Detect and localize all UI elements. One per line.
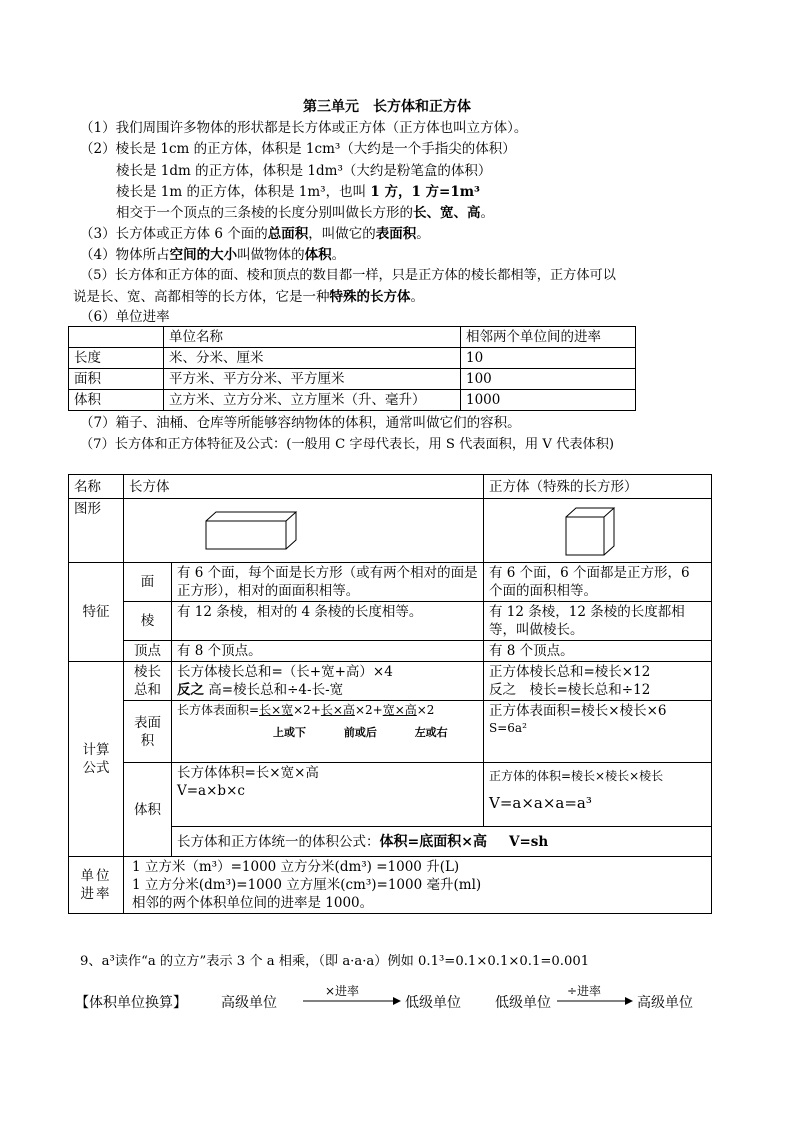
cuboid-figure-cell bbox=[124, 499, 484, 563]
edgesum-cuboid bbox=[172, 662, 484, 701]
surface-cuboid-op3: ×2 bbox=[416, 703, 435, 717]
arrow1-label: ×进率 bbox=[325, 984, 360, 998]
table-cell: 单位名称 bbox=[164, 327, 461, 348]
table-row bbox=[69, 662, 712, 701]
cube-figure-cell bbox=[484, 499, 712, 563]
table-row bbox=[69, 369, 636, 390]
surface-cube-line2: S=6a² bbox=[489, 721, 527, 735]
item-2c-bold: 1 方，1 方=1m³ bbox=[370, 184, 480, 200]
table-row bbox=[69, 563, 712, 602]
table-row bbox=[69, 475, 712, 499]
table-cell: 100 bbox=[461, 369, 636, 390]
row-formula-label: 计算公式 bbox=[69, 662, 124, 857]
rate-line-1: 1 立方米（m³）=1000 立方分米(dm³) =1000 升(L) bbox=[132, 859, 460, 875]
unit-rate-table bbox=[68, 326, 636, 411]
surface-cuboid-pre: 长方体表面积= bbox=[177, 703, 260, 717]
item-2d bbox=[116, 204, 494, 222]
edgesum-cuboid-conversely: 反之 bbox=[177, 682, 204, 698]
table-cell: 10 bbox=[461, 348, 636, 369]
volume-unified bbox=[172, 827, 712, 857]
conversion-high-unit-2: 高级单位 bbox=[637, 995, 693, 1011]
volume-unified-vsh: V=sh bbox=[508, 833, 549, 850]
header-name: 名称 bbox=[69, 475, 124, 499]
item-2d-end: 。 bbox=[480, 205, 494, 221]
right-arrow-icon-2 bbox=[557, 996, 633, 1006]
table-cell: 体积 bbox=[69, 390, 164, 411]
table-row bbox=[69, 348, 636, 369]
surface-cube-line1: 正方体表面积=棱长×棱长×6 bbox=[489, 703, 667, 719]
row-feature-label: 特征 bbox=[69, 563, 124, 662]
volume-cube bbox=[484, 763, 712, 827]
cuboid-figure-icon bbox=[202, 509, 302, 553]
rate-line-2: 1 立方分米(dm³)=1000 立方厘米(cm³)=1000 毫升(ml) bbox=[132, 877, 482, 893]
item-4-t2: 叫做物体的 bbox=[237, 247, 305, 263]
surface-label: 表面积 bbox=[124, 701, 172, 763]
volume-cuboid bbox=[172, 763, 484, 827]
vertex-label: 顶点 bbox=[124, 641, 172, 662]
surface-cuboid-formula bbox=[177, 702, 478, 718]
item-9: 9、a³读作“a 的立方”表示 3 个 a 相乘，（即 a·a·a）例如 0.1³=0.1×0.1×0.1=0.001 bbox=[80, 954, 590, 969]
item-4-b2: 体积 bbox=[304, 247, 332, 263]
table-cell bbox=[69, 327, 164, 348]
table-row bbox=[69, 390, 636, 411]
conversion-low-unit-2: 低级单位 bbox=[495, 995, 551, 1011]
header-cuboid: 长方体 bbox=[124, 475, 484, 499]
surface-term-wh: 宽×高 bbox=[382, 703, 417, 717]
table-row bbox=[69, 602, 712, 641]
volume-cuboid-line1: 长方体体积=长×宽×高 bbox=[177, 765, 319, 781]
item-5a: （5）长方体和正方体的面、棱和顶点的数目都一样，只是正方体的棱长都相等，正方体可以 bbox=[80, 268, 616, 283]
item-7a: （7）箱子、油桶、仓库等所能够容纳物体的体积，通常叫做它们的容积。 bbox=[80, 415, 521, 431]
table-cell: 相邻两个单位间的进率 bbox=[461, 327, 636, 348]
table-row bbox=[69, 641, 712, 662]
rate-line-3: 相邻的两个体积单位间的进率是 1000。 bbox=[132, 895, 374, 911]
volume-cube-line1: 正方体的体积=棱长×棱长×棱长 bbox=[489, 769, 664, 783]
volume-label: 体积 bbox=[124, 763, 172, 857]
conversion-low-unit-1: 低级单位 bbox=[405, 995, 461, 1011]
item-2b: 棱长是 1dm 的正方体，体积是 1dm³（大约是粉笔盒的体积） bbox=[116, 163, 492, 179]
page-title: 第三单元 长方体和正方体 bbox=[303, 99, 471, 115]
table-row bbox=[69, 701, 712, 763]
edgesum-cube-line1: 正方体棱长总和=棱长×12 bbox=[489, 664, 651, 680]
item-2d-bold: 长、宽、高 bbox=[413, 205, 481, 221]
item-5b-text: 说是长、宽、高都相等的长方体，它是一种 bbox=[73, 289, 330, 305]
face-cuboid: 有 6 个面，每个面是长方形（或有两个相对的面是正方形），相对的面面积相等。 bbox=[172, 563, 484, 602]
table-cell: 长度 bbox=[69, 348, 164, 369]
surface-cube bbox=[484, 701, 712, 763]
face-label: 面 bbox=[124, 563, 172, 602]
surface-cuboid-op1: ×2+ bbox=[293, 703, 321, 717]
surface-term-lh: 长×高 bbox=[320, 703, 355, 717]
vertex-cuboid: 有 8 个顶点。 bbox=[172, 641, 484, 662]
table-cell: 1000 bbox=[461, 390, 636, 411]
cube-figure-icon bbox=[562, 505, 622, 557]
item-4-b1: 空间的大小 bbox=[169, 247, 238, 263]
table-row bbox=[69, 499, 712, 563]
table-row bbox=[69, 763, 712, 827]
edge-label: 棱 bbox=[124, 602, 172, 641]
item-3-b2: 表面积 bbox=[375, 226, 417, 242]
surface-cuboid-op2: ×2+ bbox=[354, 703, 383, 717]
surface-cuboid bbox=[172, 701, 484, 763]
volume-cuboid-line2: V=a×b×c bbox=[177, 783, 245, 799]
table-cell: 面积 bbox=[69, 369, 164, 390]
table-row bbox=[69, 327, 636, 348]
conversion-row bbox=[75, 982, 715, 1022]
volume-unified-bold: 体积=底面积×高 bbox=[379, 833, 487, 850]
edge-cuboid: 有 12 条棱，相对的 4 条棱的长度相等。 bbox=[172, 602, 484, 641]
edgesum-cuboid-line2 bbox=[177, 681, 478, 699]
conversion-high-unit-1: 高级单位 bbox=[221, 995, 277, 1011]
edgesum-cuboid-line1: 长方体棱长总和=（长+宽+高）×4 bbox=[177, 664, 393, 680]
item-3-t1: （3）长方体或正方体 6 个面的 bbox=[80, 226, 268, 242]
arrow2-label: ÷进率 bbox=[567, 984, 602, 998]
surface-term-lw: 长×宽 bbox=[259, 703, 294, 717]
row-figure-label: 图形 bbox=[69, 499, 124, 563]
volume-cube-line2: V=a×a×a=a³ bbox=[489, 794, 592, 812]
volume-unified-text: 长方体和正方体统一的体积公式： bbox=[177, 833, 380, 850]
item-5b bbox=[73, 288, 424, 306]
item-5b-end: 。 bbox=[410, 289, 424, 305]
item-2c-text: 棱长是 1m 的正方体，体积是 1m³，也叫 bbox=[116, 184, 371, 200]
item-1: （1）我们周围许多物体的形状都是长方体或正方体（正方体也叫立方体）。 bbox=[80, 120, 528, 136]
edgesum-cuboid-formula: 高=棱长总和÷4-长-宽 bbox=[204, 682, 344, 698]
header-cube: 正方体（特殊的长方形） bbox=[484, 475, 712, 499]
features-table bbox=[68, 474, 712, 914]
item-2d-text: 相交于一个顶点的三条棱的长度分别叫做长方形的 bbox=[116, 205, 413, 221]
item-2c bbox=[116, 183, 480, 201]
edge-cube: 有 12 条棱，12 条棱的长度都相等，叫做棱长。 bbox=[484, 602, 712, 641]
item-6: （6）单位进率 bbox=[80, 309, 170, 325]
row-rate-label: 单位进率 bbox=[69, 857, 124, 914]
right-arrow-icon bbox=[303, 996, 401, 1006]
item-3-b1: 总面积 bbox=[267, 226, 309, 242]
item-3-t2: ，叫做它的 bbox=[308, 226, 376, 242]
item-4-t1: （4）物体所占 bbox=[80, 247, 170, 263]
rate-cell bbox=[124, 857, 712, 914]
surface-note-left-right: 左或右 bbox=[414, 726, 448, 739]
edgesum-label: 棱长总和 bbox=[124, 662, 172, 701]
table-cell: 平方米、平方分米、平方厘米 bbox=[164, 369, 461, 390]
item-7b: （7）长方体和正方体特征及公式：(一般用 C 字母代表长，用 S 代表面积，用 V 代表体积) bbox=[80, 437, 615, 452]
edgesum-cube bbox=[484, 662, 712, 701]
item-3 bbox=[80, 225, 430, 243]
vertex-cube: 有 8 个顶点。 bbox=[484, 641, 712, 662]
item-4-end: 。 bbox=[331, 247, 346, 263]
face-cube: 有 6 个面，6 个面都是正方形，6 个面的面积相等。 bbox=[484, 563, 712, 602]
item-5b-bold: 特殊的长方体 bbox=[329, 289, 411, 305]
item-4 bbox=[80, 246, 345, 264]
table-cell: 立方米、立方分米、立方厘米（升、毫升） bbox=[164, 390, 461, 411]
table-cell: 米、分米、厘米 bbox=[164, 348, 461, 369]
edgesum-cube-line2: 反之 棱长=棱长总和÷12 bbox=[489, 682, 651, 698]
conversion-label: 【体积单位换算】 bbox=[75, 995, 187, 1011]
surface-note-front-back: 前或后 bbox=[343, 726, 377, 739]
item-2a: （2）棱长是 1cm 的正方体，体积是 1cm³（大约是一个手指尖的体积） bbox=[80, 141, 516, 157]
item-3-end: 。 bbox=[416, 226, 430, 242]
table-row bbox=[69, 857, 712, 914]
surface-notes bbox=[177, 724, 478, 742]
surface-note-top-bottom: 上或下 bbox=[273, 726, 306, 739]
